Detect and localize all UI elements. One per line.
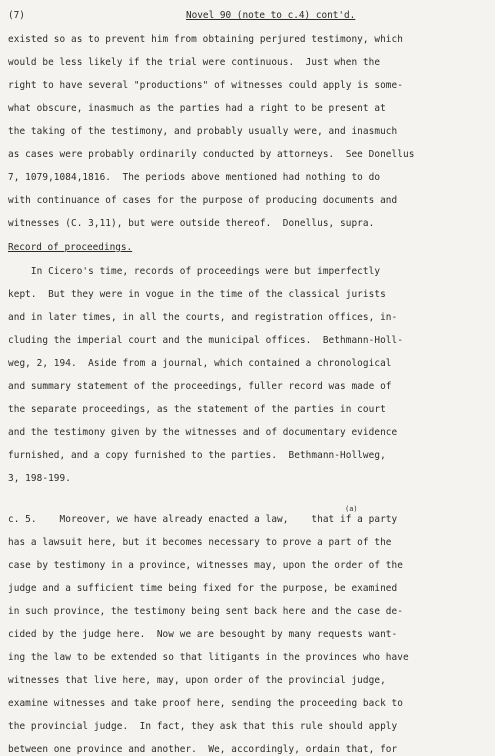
text-line: as cases were probably ordinarily conducted by attorneys. See Donellus xyxy=(8,149,415,160)
text-line: ing the law to be extended so that litigants in the provinces who have xyxy=(8,652,409,663)
section-heading: Record of proceedings. xyxy=(8,242,133,253)
text-line: 3, 198-199. xyxy=(8,473,71,484)
text-line: the provincial judge. In fact, they ask that this rule should apply xyxy=(8,721,398,732)
text-line: cluding the imperial court and the municipal offices. Bethmann-Holl- xyxy=(8,335,403,346)
text-line: existed so as to prevent him from obtaining perjured testimony, which xyxy=(8,34,403,45)
text-line: right to have several "productions" of witnesses could apply is some- xyxy=(8,80,403,91)
text-line: 7, 1079,1084,1816. The periods above mentioned had nothing to do xyxy=(8,172,381,183)
text-line: cided by the judge here. Now we are besought by many requests want- xyxy=(8,629,398,640)
text-line: between one province and another. We, accordingly, ordain that, for xyxy=(8,744,398,755)
text-line: examine witnesses and take proof here, sending the proceeding back to xyxy=(8,698,403,709)
text-line: In Cicero's time, records of proceedings were but imperfectly xyxy=(8,266,381,277)
text-line: c. 5. Moreover, we have already enacted a law, that if a party xyxy=(8,514,398,525)
text-line: and summary statement of the proceedings, fuller record was made of xyxy=(8,381,392,392)
text-line: case by testimony in a province, witnesses may, upon the order of the xyxy=(8,560,403,571)
text-line: the separate proceedings, as the statement of the parties in court xyxy=(8,404,386,415)
text-line: judge and a sufficient time being fixed for the purpose, be examined xyxy=(8,583,398,594)
text-line: and the testimony given by the witnesses and of documentary evidence xyxy=(8,427,398,438)
text-line: furnished, and a copy furnished to the parties. Bethmann-Hollweg, xyxy=(8,450,386,461)
text-line: witnesses (C. 3,11), but were outside thereof. Donellus, supra. xyxy=(8,218,375,229)
text-line: what obscure, inasmuch as the parties had a right to be present at xyxy=(8,103,386,114)
text-line: the taking of the testimony, and probably usually were, and inasmuch xyxy=(8,126,398,137)
text-line: has a lawsuit here, but it becomes necessary to prove a part of the xyxy=(8,537,392,548)
text-line: witnesses that live here, may, upon order of the provincial judge, xyxy=(8,675,386,686)
text-line: and in later times, in all the courts, and registration offices, in- xyxy=(8,312,398,323)
text-line: would be less likely if the trial were continuous. Just when the xyxy=(8,57,381,68)
text-line: weg, 2, 194. Aside from a journal, which contained a chronological xyxy=(8,358,392,369)
text-line: kept. But they were in vogue in the time of the classical jurists xyxy=(8,289,386,300)
page-number: (7) xyxy=(8,10,25,21)
text-line: with continuance of cases for the purpose of producing documents and xyxy=(8,195,398,206)
footnote-marker: (a) xyxy=(345,505,358,513)
page-title: Novel 90 (note to c.4) cont'd. xyxy=(186,10,356,21)
text-line: in such province, the testimony being sent back here and the case de- xyxy=(8,606,403,617)
